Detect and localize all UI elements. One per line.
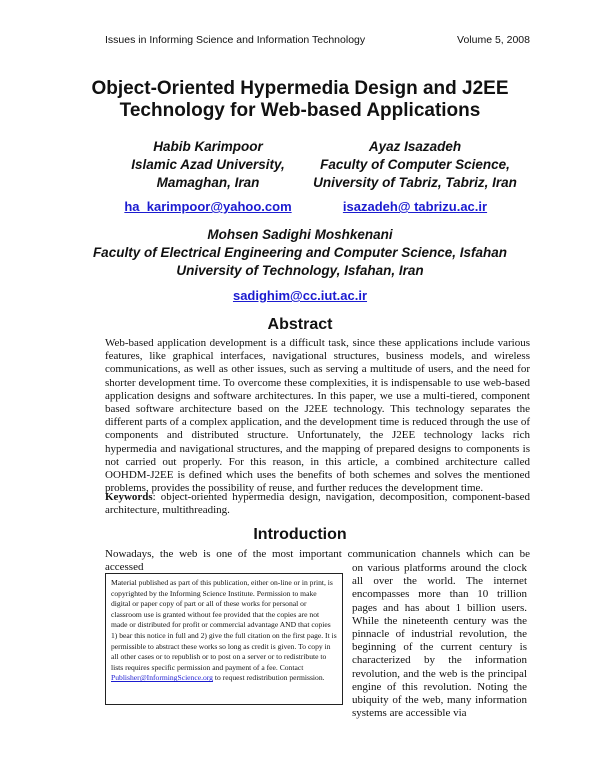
abstract-heading: Abstract bbox=[267, 316, 333, 333]
copyright-notice-box bbox=[105, 573, 343, 705]
author-location: Mamaghan, Iran bbox=[156, 175, 260, 190]
author-1 bbox=[98, 138, 318, 192]
author-location: University of Technology, Isfahan, Iran bbox=[176, 263, 424, 278]
author-2-email-link[interactable]: isazadeh@ tabrizu.ac.ir bbox=[342, 199, 488, 214]
author-affiliation: Islamic Azad University, bbox=[131, 157, 285, 172]
author-3-email-link[interactable]: sadighim@cc.iut.ac.ir bbox=[232, 288, 368, 303]
paper-title bbox=[0, 78, 600, 122]
keywords-text: : object-oriented hypermedia design, navigation, decomposition, component-based architecture, multithreading. bbox=[105, 491, 530, 517]
introduction-heading: Introduction bbox=[253, 526, 347, 543]
keywords-label: Keywords bbox=[105, 491, 153, 503]
abstract-text: Web-based application development is a difficult task, since these applications include various features, like graphical interfaces, navigational structures, business models, and wireless communications, as well as other issues, such as serving a multitude of users, and the need for shorter development time. To overcome these complexities, it is indispensable to use web-based application designs and software architectures. In this paper, we use a multi-tiered, component based software architecture based on the J2EE technology. This technology separates the different parts of a complex application, and the development time is reduced through the use of components and distributed structure. Unfortunately, the J2EE technology lacks rich hypermedia and navigational structures, and the mapping of prepared designs to components is not carried out properly. For this reason, in this article, a combined architecture called OOHDM-J2EE is defined which uses the benefits of both schemes and solves the mentioned problems, provides the possibility of reuse, and further reduces the development time. bbox=[105, 337, 530, 495]
author-name: Ayaz Isazadeh bbox=[368, 139, 462, 154]
title-line: Technology for Web-based Applications bbox=[119, 100, 481, 121]
author-2 bbox=[300, 138, 530, 192]
introduction-column-text: on various platforms around the clock all over the world. The internet encompasses more than 10 trillion pages and has about 1 billion users. While the nineteenth century was the pinnacle of industrial revolution, the beginning of the current century is characterized by the information revolution, and the web is the principal engine of this revolution. Noting the ubiquity of the web, many information systems are accessible via bbox=[352, 562, 527, 720]
author-affiliation: Faculty of Computer Science, bbox=[320, 157, 510, 172]
journal-name: Issues in Informing Science and Information Technology bbox=[105, 34, 366, 46]
copyright-notice-text-end: to request redistribution permission. bbox=[212, 673, 325, 683]
volume-label: Volume 5, 2008 bbox=[457, 34, 530, 46]
author-name: Mohsen Sadighi Moshkenani bbox=[207, 227, 393, 242]
introduction-first-line: Nowadays, the web is one of the most important communication channels which can be accessed bbox=[105, 548, 530, 574]
author-1-email-link[interactable]: ha_karimpoor@yahoo.com bbox=[124, 199, 292, 214]
title-line: Object-Oriented Hypermedia Design and J2EE bbox=[91, 78, 509, 99]
copyright-notice-text: Material published as part of this publication, either on-line or in print, is copyrighted by the Informing Science Institute. Permission to make digital or paper copy of part or all of these works for personal or classroom use is granted without fee provided that the copies are not made or distributed for profit or commercial advantage AND that copies 1) bear this notice in full and 2) give the full citation on the first page. It is permissible to abstract these works so long as credit is given. To copy in all other cases or to republish or to post on a server or to redistribute to lists requires specific permission and payment of a fee. Contact bbox=[111, 578, 337, 672]
author-name: Habib Karimpoor bbox=[153, 139, 263, 154]
author-affiliation: Faculty of Electrical Engineering and Computer Science, Isfahan bbox=[92, 245, 508, 260]
keywords bbox=[105, 491, 530, 517]
author-location: University of Tabriz, Tabriz, Iran bbox=[313, 175, 517, 190]
publisher-email-link[interactable]: Publisher@InformingScience.org bbox=[111, 673, 213, 683]
author-3 bbox=[60, 226, 540, 280]
